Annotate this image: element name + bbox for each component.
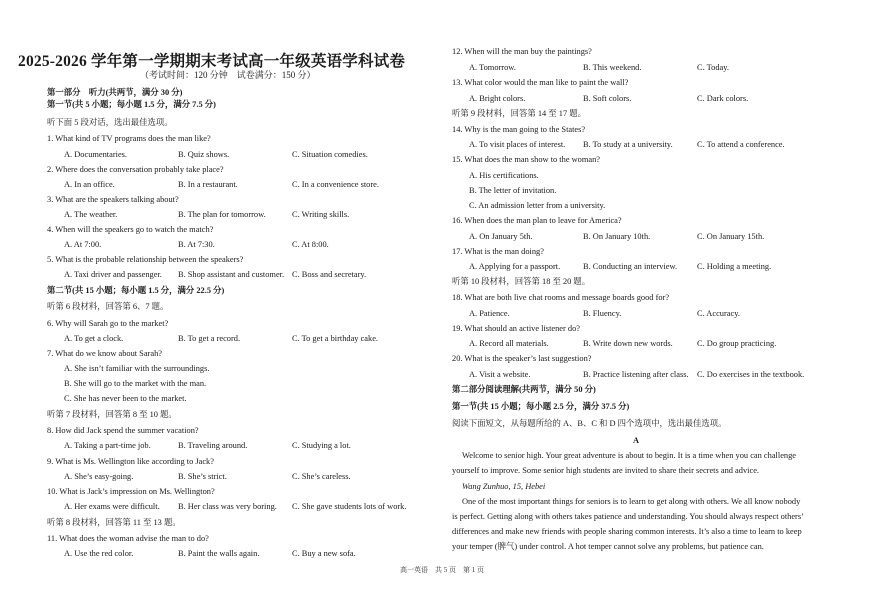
option-16c[interactable]: C. On January 15th. xyxy=(697,232,765,241)
option-4b[interactable]: B. At 7:30. xyxy=(178,240,215,249)
option-11a[interactable]: A. Use the red color. xyxy=(64,549,134,558)
option-1c[interactable]: C. Situation comedies. xyxy=(292,150,368,159)
option-9a[interactable]: A. She’s easy-going. xyxy=(64,472,134,481)
option-11b[interactable]: B. Paint the walls again. xyxy=(178,549,260,558)
option-17a[interactable]: A. Applying for a passport. xyxy=(469,262,561,271)
option-12c[interactable]: C. Today. xyxy=(697,63,729,72)
option-4c[interactable]: C. At 8:00. xyxy=(292,240,329,249)
question-14: 14. Why is the man going to the States? xyxy=(452,125,586,134)
option-3b[interactable]: B. The plan for tomorrow. xyxy=(178,210,266,219)
option-4a[interactable]: A. At 7:00. xyxy=(64,240,102,249)
option-15a[interactable]: A. His certifications. xyxy=(469,171,539,180)
question-20: 20. What is the speaker’s last suggestion? xyxy=(452,354,592,363)
option-1b[interactable]: B. Quiz shows. xyxy=(178,150,230,159)
option-5a[interactable]: A. Taxi driver and passenger. xyxy=(64,270,162,279)
part1-section2-heading: 第二节(共 15 小题；每小题 1.5 分，满分 22.5 分) xyxy=(47,286,225,295)
part1-section1-heading: 第一节(共 5 小题；每小题 1.5 分，满分 7.5 分) xyxy=(47,100,216,109)
question-7: 7. What do we know about Sarah? xyxy=(47,349,162,358)
option-18c[interactable]: C. Accuracy. xyxy=(697,309,740,318)
question-5: 5. What is the probable relationship between the speakers? xyxy=(47,255,244,264)
option-14b[interactable]: B. To study at a university. xyxy=(583,140,673,149)
question-18: 18. What are both live chat rooms and message boards good for? xyxy=(452,293,670,302)
option-20c[interactable]: C. Do exercises in the textbook. xyxy=(697,370,805,379)
option-5c[interactable]: C. Boss and secretary. xyxy=(292,270,367,279)
part1-section1-instructions: 听下面 5 段对话，选出最佳选项。 xyxy=(47,118,173,127)
passage-p1-line1: Welcome to senior high. Your great adventure is about to begin. It is a time when you can challenge xyxy=(462,451,797,460)
option-6b[interactable]: B. To get a record. xyxy=(178,334,241,343)
question-12: 12. When will the man buy the paintings? xyxy=(452,47,592,56)
option-7a[interactable]: A. She isn’t familiar with the surroundings. xyxy=(64,364,210,373)
option-8a[interactable]: A. Taking a part-time job. xyxy=(64,441,151,450)
question-13: 13. What color would the man like to paint the wall? xyxy=(452,78,629,87)
option-5b[interactable]: B. Shop assistant and customer. xyxy=(178,270,285,279)
option-2a[interactable]: A. In an office. xyxy=(64,180,115,189)
listening-note-10: 听第 10 段材料，回答第 18 至 20 题。 xyxy=(452,277,591,286)
question-16: 16. When does the man plan to leave for America? xyxy=(452,216,622,225)
question-6: 6. Why will Sarah go to the market? xyxy=(47,319,169,328)
option-1a[interactable]: A. Documentaries. xyxy=(64,150,128,159)
option-11c[interactable]: C. Buy a new sofa. xyxy=(292,549,356,558)
option-13b[interactable]: B. Soft colors. xyxy=(583,94,632,103)
option-12a[interactable]: A. Tomorrow. xyxy=(469,63,516,72)
exam-title: 2025-2026 学年第一学期期末考试高一年级英语学科试卷 xyxy=(18,53,406,70)
passage-p1-line2: yourself to improve. Some senior high students are invited to share their secrets and advice. xyxy=(452,466,760,475)
question-3: 3. What are the speakers talking about? xyxy=(47,195,179,204)
option-16a[interactable]: A. On January 5th. xyxy=(469,232,533,241)
passage-p2-line2: is perfect. Getting along with others takes patience and understanding. You should always respect others’ xyxy=(452,512,804,521)
question-15: 15. What does the man show to the woman? xyxy=(452,155,601,164)
listening-note-9: 听第 9 段材料，回答第 14 至 17 题。 xyxy=(452,109,586,118)
option-14c[interactable]: C. To attend a conference. xyxy=(697,140,785,149)
option-19c[interactable]: C. Do group practicing. xyxy=(697,339,777,348)
option-8c[interactable]: C. Studying a lot. xyxy=(292,441,351,450)
option-2c[interactable]: C. In a convenience store. xyxy=(292,180,379,189)
option-7b[interactable]: B. She will go to the market with the man. xyxy=(64,379,207,388)
question-2: 2. Where does the conversation probably take place? xyxy=(47,165,224,174)
exam-subtitle: （考试时间：120 分钟 试卷满分：150 分） xyxy=(140,70,316,80)
option-12b[interactable]: B. This weekend. xyxy=(583,63,642,72)
question-19: 19. What should an active listener do? xyxy=(452,324,580,333)
part1-heading: 第一部分 听力(共两节，满分 30 分) xyxy=(47,88,183,97)
option-13c[interactable]: C. Dark colors. xyxy=(697,94,749,103)
page-footer: 高一英语 共 5 页 第 1 页 xyxy=(400,566,484,574)
passage-author: Wang Zunhuo, 15, Hebei xyxy=(462,482,546,491)
listening-note-7: 听第 7 段材料，回答第 8 至 10 题。 xyxy=(47,410,177,419)
option-2b[interactable]: B. In a restaurant. xyxy=(178,180,238,189)
option-9b[interactable]: B. She’s strict. xyxy=(178,472,227,481)
passage-p2-line3: differences and make new friends with people sharing common interests. It’s also a time to learn to keep xyxy=(452,527,802,536)
option-10a[interactable]: A. Her exams were difficult. xyxy=(64,502,160,511)
option-3a[interactable]: A. The weather. xyxy=(64,210,118,219)
option-3c[interactable]: C. Writing skills. xyxy=(292,210,350,219)
question-11: 11. What does the woman advise the man to do? xyxy=(47,534,209,543)
question-17: 17. What is the man doing? xyxy=(452,247,544,256)
part2-instructions: 阅读下面短文，从每题所给的 A、B、C 和 D 四个选项中，选出最佳选项。 xyxy=(452,419,727,428)
option-6a[interactable]: A. To get a clock. xyxy=(64,334,124,343)
option-19b[interactable]: B. Write down new words. xyxy=(583,339,673,348)
passage-p2-line1: One of the most important things for seniors is to learn to get along with others. We all know nobody xyxy=(462,497,801,506)
option-15c[interactable]: C. An admission letter from a university. xyxy=(469,201,606,210)
option-20b[interactable]: B. Practice listening after class. xyxy=(583,370,689,379)
option-20a[interactable]: A. Visit a website. xyxy=(469,370,531,379)
option-14a[interactable]: A. To visit places of interest. xyxy=(469,140,566,149)
option-15b[interactable]: B. The letter of invitation. xyxy=(469,186,557,195)
option-17c[interactable]: C. Holding a meeting. xyxy=(697,262,772,271)
option-16b[interactable]: B. On January 10th. xyxy=(583,232,651,241)
listening-note-6: 听第 6 段材料，回答第 6、7 题。 xyxy=(47,302,169,311)
listening-note-8: 听第 8 段材料，回答第 11 至 13 题。 xyxy=(47,518,181,527)
part2-heading: 第二部分阅读理解(共两节，满分 50 分) xyxy=(452,385,596,394)
option-10b[interactable]: B. Her class was very boring. xyxy=(178,502,277,511)
option-19a[interactable]: A. Record all materials. xyxy=(469,339,549,348)
question-9: 9. What is Ms. Wellington like according to Jack? xyxy=(47,457,214,466)
option-13a[interactable]: A. Bright colors. xyxy=(469,94,526,103)
option-10c[interactable]: C. She gave students lots of work. xyxy=(292,502,407,511)
option-8b[interactable]: B. Traveling around. xyxy=(178,441,248,450)
question-8: 8. How did Jack spend the summer vacation? xyxy=(47,426,199,435)
question-1: 1. What kind of TV programs does the man like? xyxy=(47,134,211,143)
passage-label: A xyxy=(633,436,640,445)
option-18b[interactable]: B. Fluency. xyxy=(583,309,622,318)
option-17b[interactable]: B. Conducting an interview. xyxy=(583,262,678,271)
part2-section1-heading: 第一节(共 15 小题；每小题 2.5 分，满分 37.5 分) xyxy=(452,402,630,411)
option-6c[interactable]: C. To get a birthday cake. xyxy=(292,334,379,343)
passage-p2-line4: your temper (脾气) under control. A hot temper cannot solve any problems, but patience can. xyxy=(452,542,764,551)
option-7c[interactable]: C. She has never been to the market. xyxy=(64,394,187,403)
question-4: 4. When will the speakers go to watch the match? xyxy=(47,225,214,234)
question-10: 10. What is Jack’s impression on Ms. Wellington? xyxy=(47,487,215,496)
option-18a[interactable]: A. Patience. xyxy=(469,309,510,318)
option-9c[interactable]: C. She’s careless. xyxy=(292,472,351,481)
